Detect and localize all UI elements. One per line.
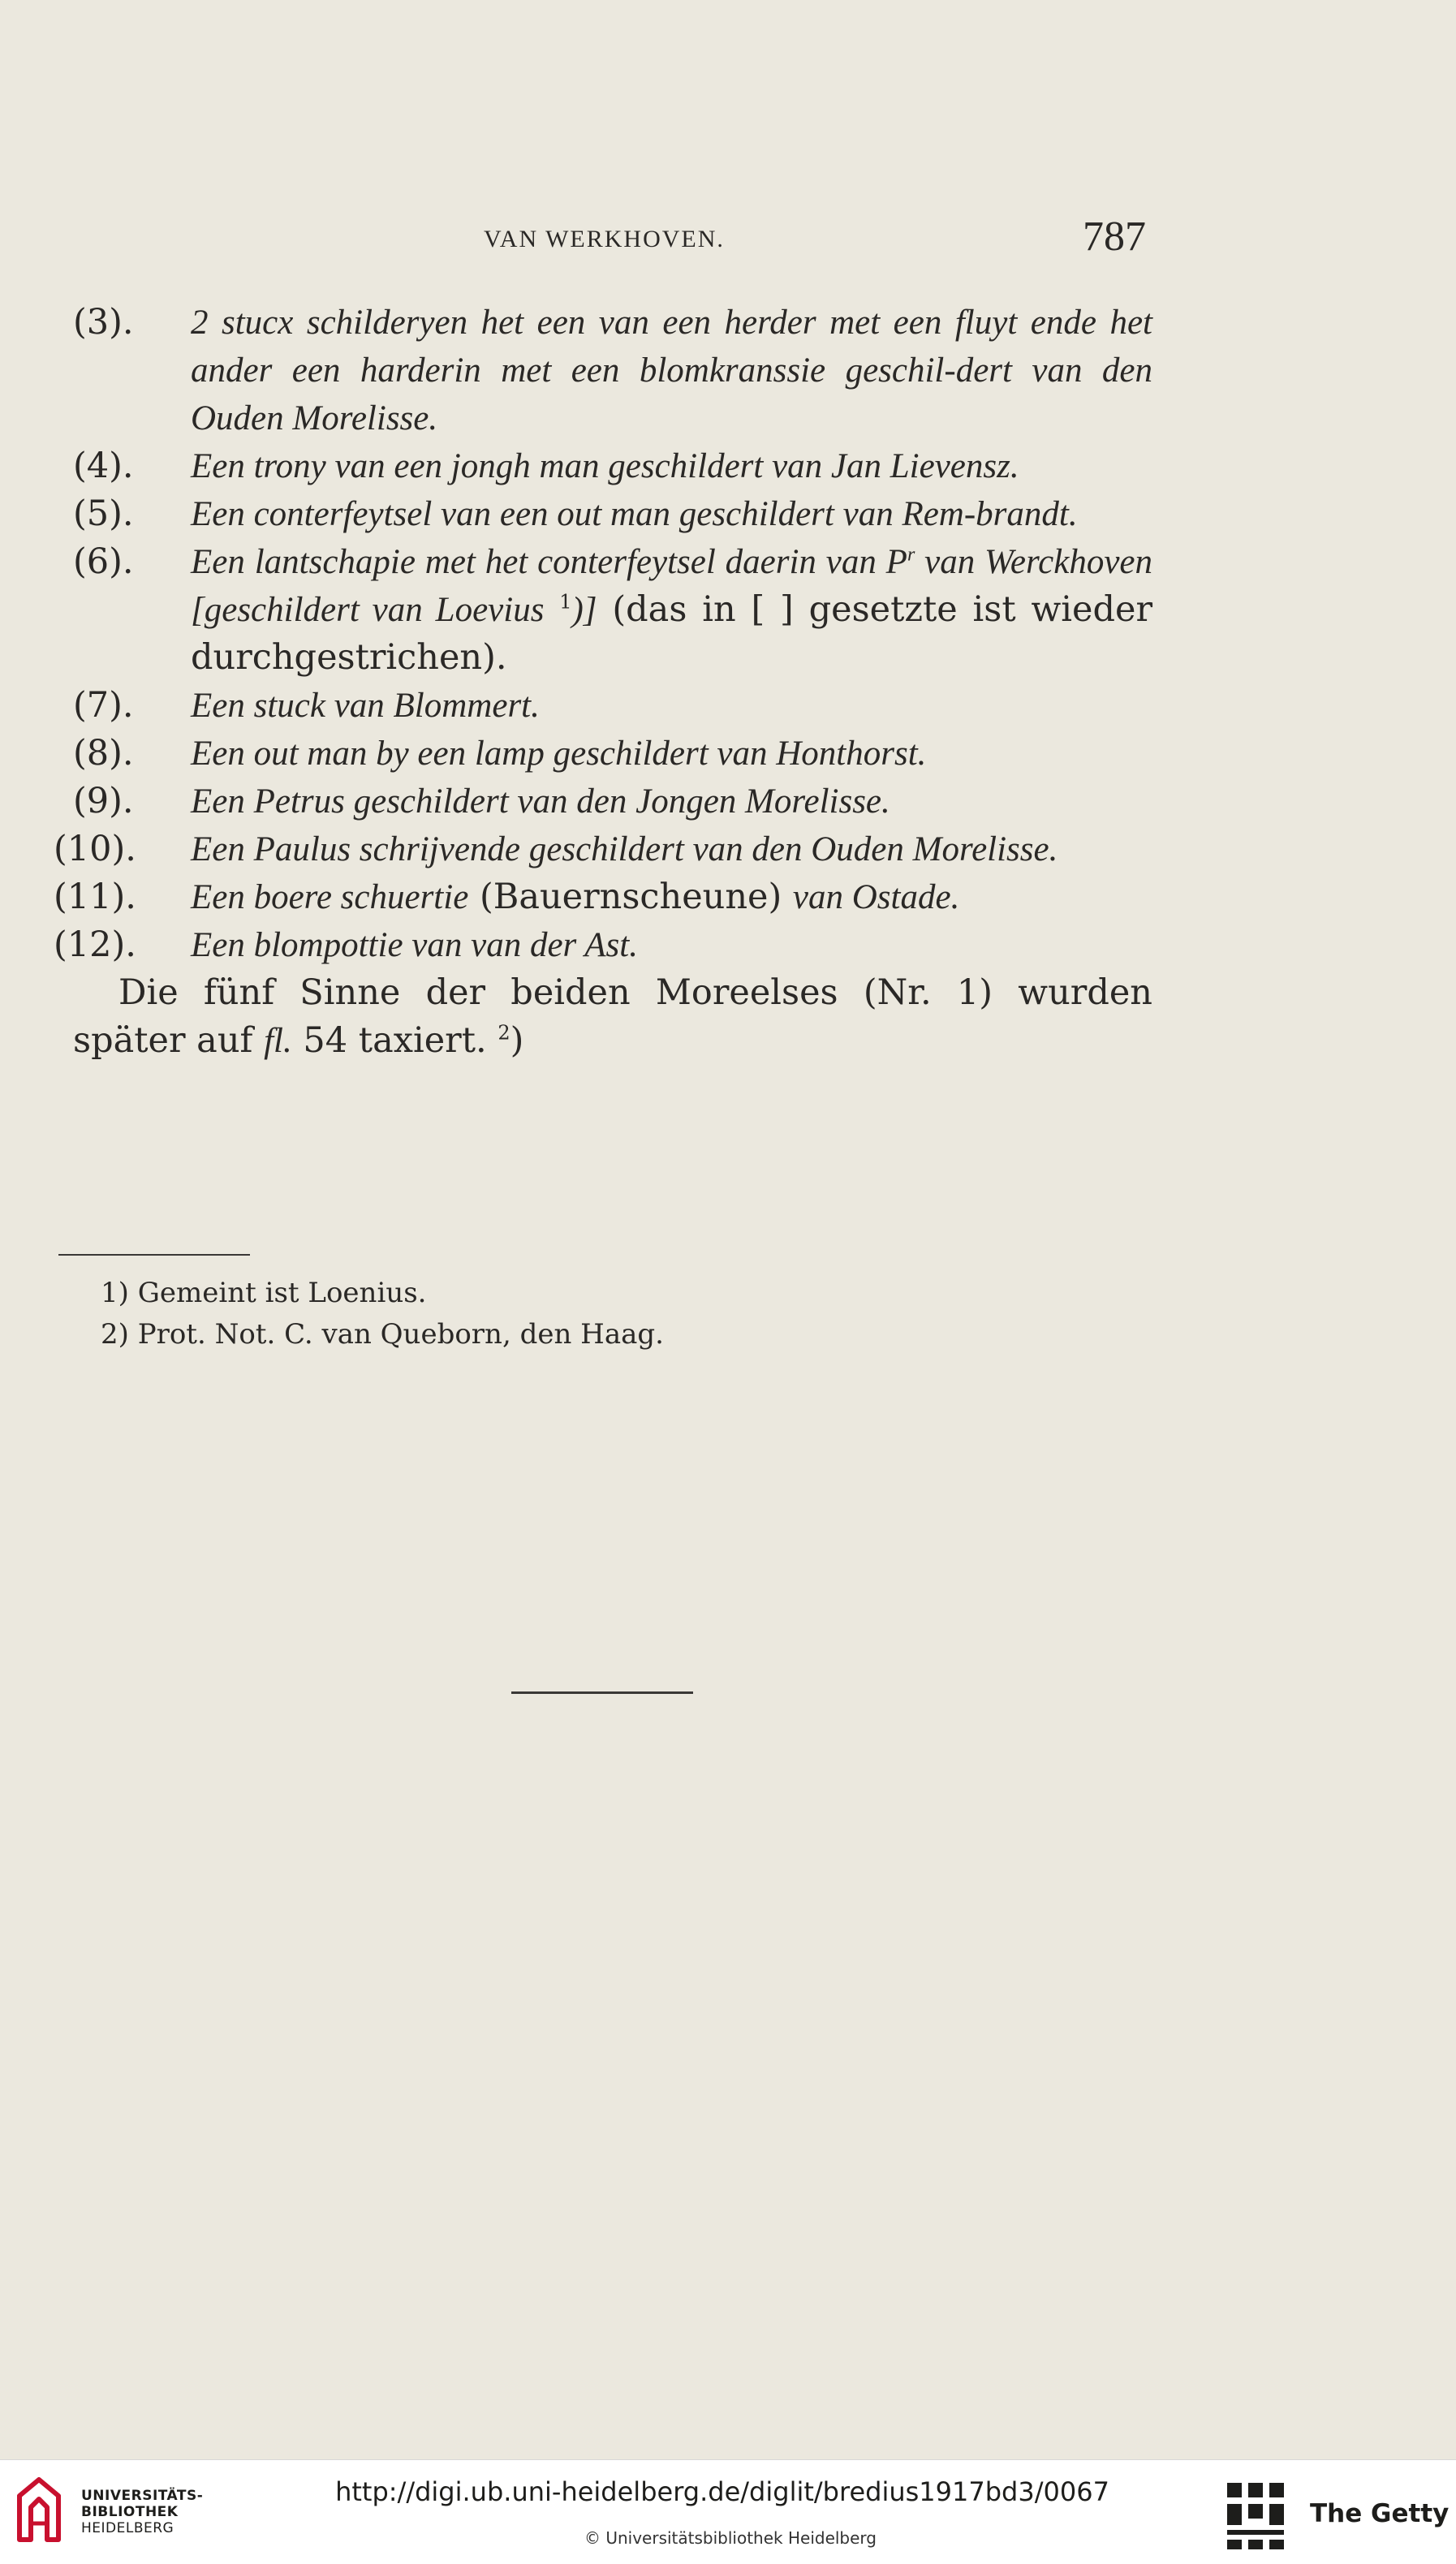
partner-name: The Getty	[1310, 2499, 1450, 2528]
list-item	[73, 442, 1152, 490]
paragraph-text: 54 taxiert.	[291, 1020, 498, 1061]
paragraph-italic: fl.	[264, 1022, 292, 1060]
list-item	[54, 873, 1152, 921]
entry-text	[191, 538, 1152, 682]
list-item	[73, 730, 1152, 778]
entry-text: Een out man by een lamp geschildert van Honthorst.	[191, 735, 927, 773]
entry-text	[191, 873, 1152, 921]
end-divider	[511, 1691, 693, 1694]
library-name-line: BIBLIOTHEK	[81, 2504, 179, 2520]
library-name	[81, 2488, 203, 2536]
list-item	[54, 825, 1152, 873]
library-name-line: HEIDELBERG	[81, 2520, 174, 2536]
entry-text: Een trony van een jongh man geschildert van Jan Lievensz.	[191, 447, 1019, 485]
entry-text: Een conterfeytsel van een out man geschildert van Rem-brandt.	[191, 495, 1078, 533]
footnote-divider	[58, 1254, 250, 1256]
entry-text-roman: (das in [ ] gesetzte ist wieder durchgestrichen).	[191, 589, 1152, 678]
page-number: 787	[1083, 213, 1146, 260]
entry-number: (6).	[73, 541, 134, 582]
list-item	[73, 299, 1152, 442]
entry-number: (12).	[54, 924, 136, 965]
entry-number: (9).	[73, 781, 134, 821]
list-item	[54, 921, 1152, 969]
entry-number: (5).	[73, 493, 134, 534]
entry-number: (11).	[54, 877, 136, 917]
footnotes	[101, 1273, 993, 1355]
library-name-line: UNIVERSITÄTS-	[81, 2488, 204, 2504]
entry-text-italic: Een boere schuertie	[191, 878, 469, 916]
entry-text-italic: van Werckhoven [geschildert van Loevius	[191, 543, 1152, 629]
entry-number: (8).	[73, 733, 134, 774]
paragraph-text: Die fünf Sinne der beiden Moreelses (Nr. 1) wurden später auf	[73, 972, 1152, 1061]
entry-text: Een blompottie van van der Ast.	[191, 926, 638, 964]
entry-text-italic: )]	[571, 591, 597, 629]
entry-number: (3).	[73, 302, 134, 343]
copyright-notice: © Universitätsbibliothek Heidelberg	[584, 2528, 877, 2548]
list-item	[73, 682, 1152, 730]
paragraph-text: )	[510, 1020, 524, 1061]
footnote: 1) Gemeint ist Loenius.	[101, 1277, 427, 1309]
entry-text: 2 stucx schilderyen het een van een herder met een fluyt ende het ander een harderin met een blomkranssie geschil-dert van den Ouden Morelisse.	[191, 304, 1152, 437]
permalink-url[interactable]: http://digi.ub.uni-heidelberg.de/diglit/bredius1917bd3/0067	[335, 2476, 1109, 2507]
entry-text-italic: van Ostade.	[792, 878, 960, 916]
footnote-reference: 2	[498, 1021, 510, 1045]
list-item	[73, 490, 1152, 538]
entry-text-italic: Een lantschapie met het conterfeytsel daerin van P	[191, 543, 907, 581]
entry-text: Een Petrus geschildert van den Jongen Morelisse.	[191, 782, 890, 821]
running-head	[0, 213, 1456, 261]
footnote-reference: 1	[559, 590, 572, 614]
getty-logo-icon[interactable]	[1224, 2478, 1289, 2554]
entry-number: (4).	[73, 446, 134, 486]
entry-text: Een stuck van Blommert.	[191, 687, 540, 725]
ub-heidelberg-logo-icon[interactable]	[15, 2475, 63, 2548]
entry-number: (7).	[73, 685, 134, 726]
superscript: r	[907, 544, 915, 566]
viewer-footer	[0, 2459, 1456, 2564]
page-body	[54, 299, 1152, 1065]
entry-text: Een Paulus schrijvende geschildert van den Ouden Morelisse.	[191, 830, 1058, 868]
list-item	[73, 778, 1152, 825]
body-paragraph	[73, 969, 1152, 1065]
entry-text-roman: (Bauernscheune)	[468, 877, 793, 917]
entry-number: (10).	[54, 829, 136, 869]
list-item	[73, 538, 1152, 682]
footnote: 2) Prot. Not. C. van Queborn, den Haag.	[101, 1318, 664, 1351]
running-title: VAN WERKHOVEN.	[484, 226, 725, 252]
